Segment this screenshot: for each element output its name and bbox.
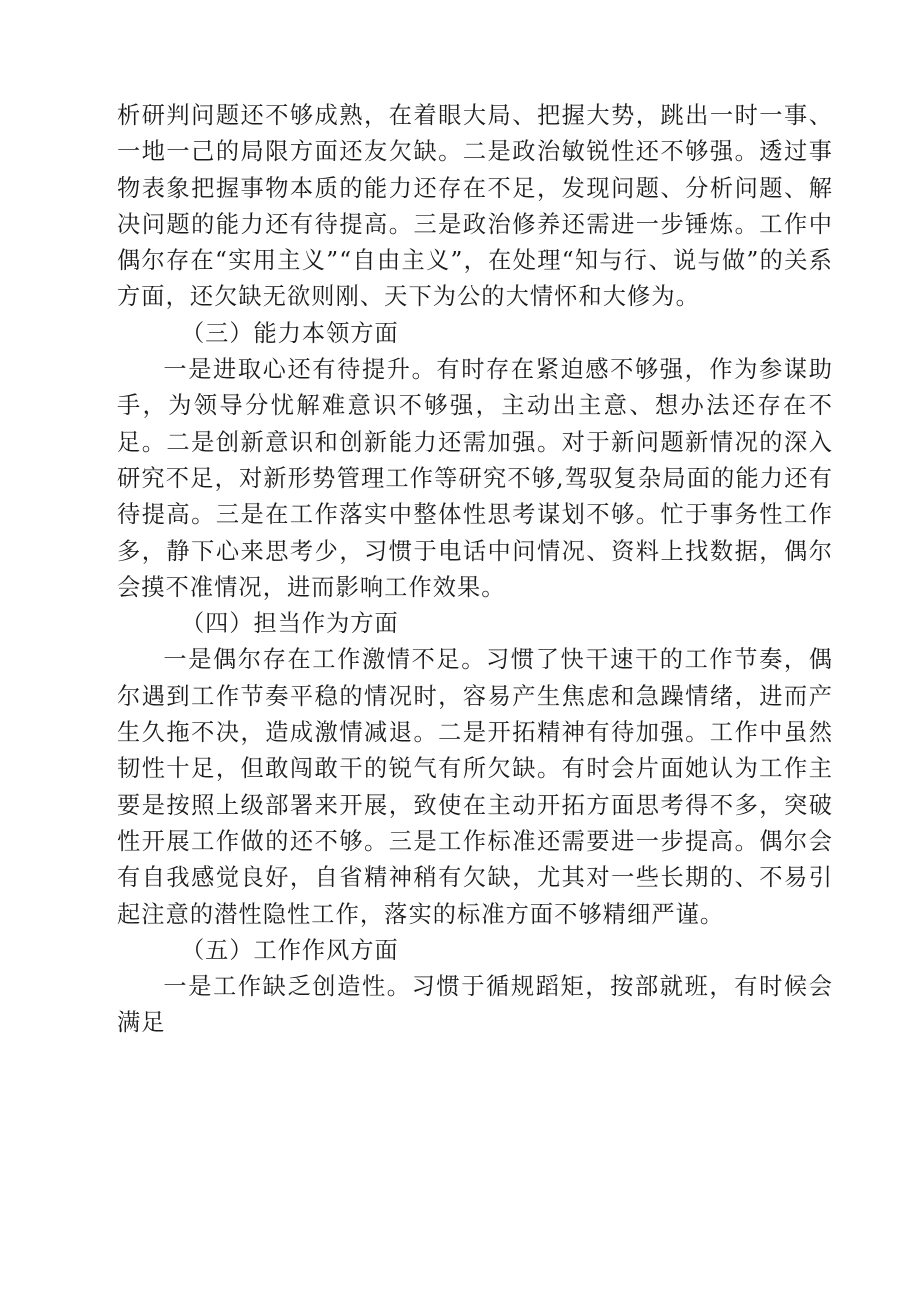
section-heading-responsibility: （四）担当作为方面 bbox=[181, 610, 399, 638]
paragraph-ability: 一是进取心还有待提升。有时存在紧迫感不够强，作为参谋助手，为领导分忧解难意识不够强，主动出主意、想办法还存在不足。二是创新意识和创新能力还需加强。对于新问题新情况的深入研究不足，对新形势管理工作等研究不够,驾驭复杂局面的能力还有待提高。三是在工作落实中整体性思考谋划不够。忙于事务性工作多，静下心来思考少，习惯于电话中问情况、资料上找数据，偶尔会摸不准情况，进而影响工作效果。 bbox=[117, 356, 833, 601]
document-page bbox=[117, 98, 833, 1042]
paragraph-work-style: 一是工作缺乏创造性。习惯于循规蹈矩，按部就班，有时候会满足 bbox=[117, 973, 833, 1037]
section-heading-work-style: （五）工作作风方面 bbox=[181, 936, 399, 964]
paragraph-political-ability-continued: 析研判问题还不够成熟，在着眼大局、把握大势，跳出一时一事、一地一己的局限方面还友欠缺。二是政治敏锐性还不够强。透过事物表象把握事物本质的能力还存在不足，发现问题、分析问题、解决问题的能力还有待提高。三是政治修养还需进一步锤炼。工作中偶尔存在“实用主义”“自由主义”，在处理“知与行、说与做”的关系方面，还欠缺无欲则刚、天下为公的大情怀和大修为。 bbox=[117, 102, 833, 311]
section-heading-ability: （三）能力本领方面 bbox=[181, 319, 399, 347]
paragraph-responsibility: 一是偶尔存在工作激情不足。习惯了快干速干的工作节奏，偶尔遇到工作节奏平稳的情况时，容易产生焦虑和急躁情绪，进而产生久拖不决，造成激情减退。二是开拓精神有待加强。工作中虽然韧性十足，但敢闯敢干的锐气有所欠缺。有时会片面她认为工作主要是按照上级部署来开展，致使在主动开拓方面思考得不多，突破性开展工作做的还不够。三是工作标准还需要进一步提高。偶尔会有自我感觉良好，自省精神稍有欠缺，尤其对一些长期的、不易引起注意的潜性隐性工作，落实的标准方面不够精细严谨。 bbox=[117, 646, 833, 928]
